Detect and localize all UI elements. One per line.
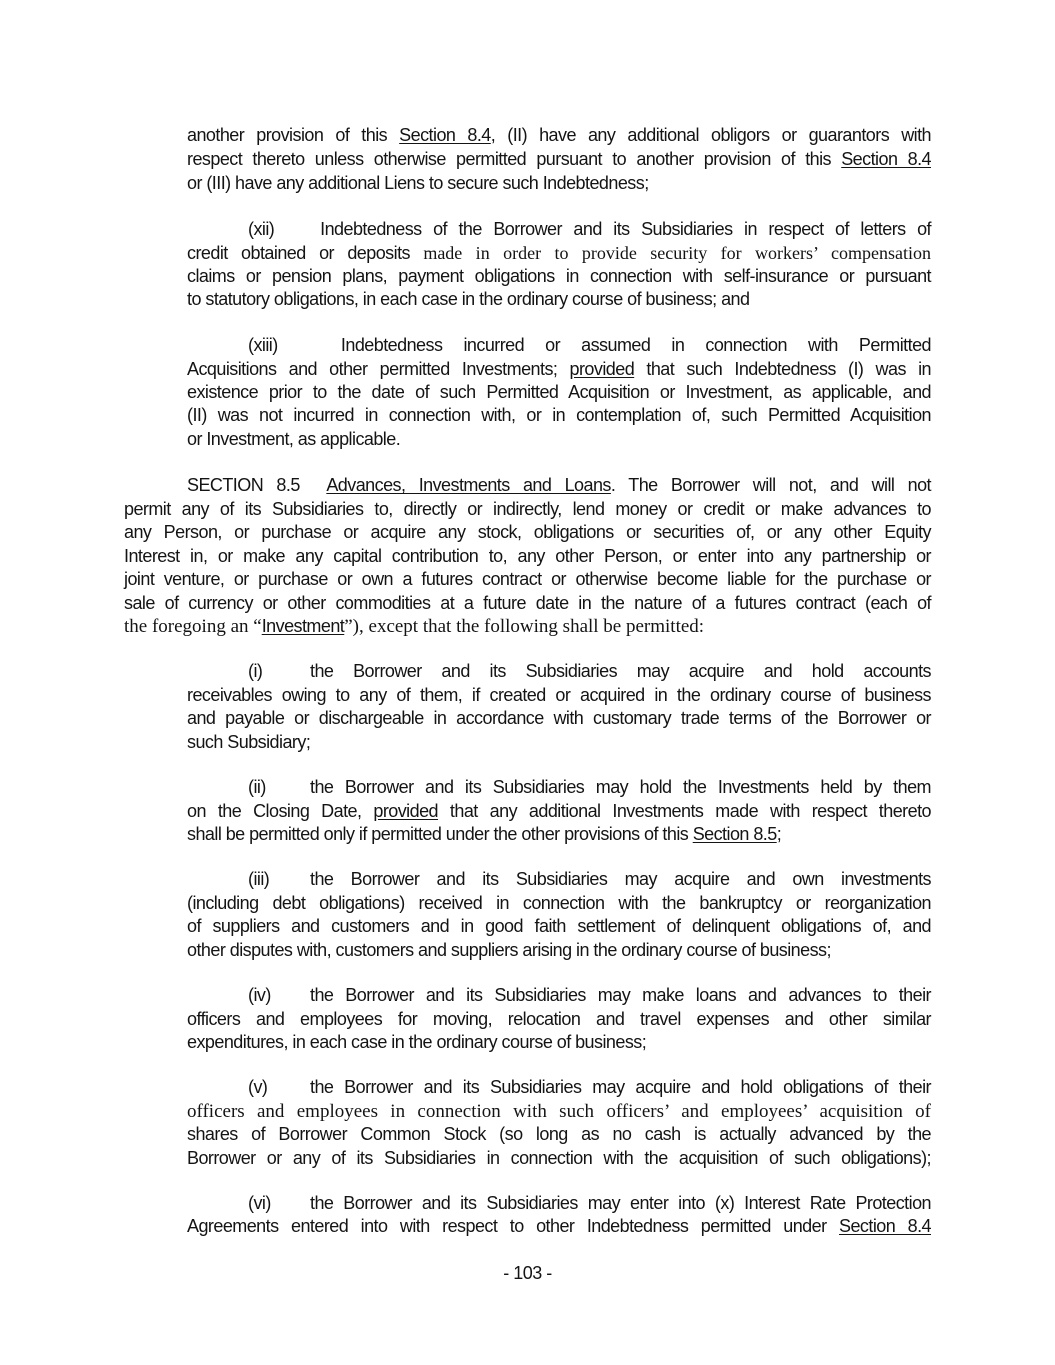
text-line: shares of Borrower Common Stock (so long as no cash is actually advanced by the (187, 1124, 931, 1144)
text-line: or Investment, as applicable. (187, 429, 401, 449)
section-heading-line: SECTION 8.5 Advances, Investments and Loans. The Borrower will not, and will not (187, 475, 932, 495)
section-title: Advances, Investments and Loans (326, 475, 611, 495)
text-line: receivables owing to any of them, if created or acquired in the ordinary course of business (187, 685, 931, 705)
text-line: permit any of its Subsidiaries to, directly or indirectly, lend money or credit or make advances to (124, 499, 931, 519)
text-line: of suppliers and customers and in good faith settlement of delinquent obligations of, and (187, 916, 931, 936)
text-line: shall be permitted only if permitted under the other provisions of this Section 8.5; (187, 824, 782, 844)
text-line: Agreements entered into with respect to other Indebtedness permitted under Section 8.4 (187, 1216, 931, 1236)
text-line: (iii) the Borrower and its Subsidiaries may acquire and own investments (248, 869, 931, 889)
defined-term-provided: provided (373, 801, 439, 821)
section-reference-link[interactable]: Section 8.4 (841, 149, 931, 169)
text-line: (v) the Borrower and its Subsidiaries may acquire and hold obligations of their (248, 1077, 931, 1097)
text-line: and payable or dischargeable in accordance with customary trade terms of the Borrower or (187, 708, 931, 728)
clause-label: (xiii) (248, 335, 278, 355)
section-reference-link[interactable]: Section 8.4 (399, 125, 491, 145)
text-line: joint venture, or purchase or own a futures contract or otherwise become liable for the purchase or (124, 569, 931, 589)
text-line: Acquisitions and other permitted Investments; provided that such Indebtedness (I) was in (187, 359, 931, 379)
text-line: (II) was not incurred in connection with, or in contemplation of, such Permitted Acquisition (187, 405, 931, 425)
text-line: (vi) the Borrower and its Subsidiaries may enter into (x) Interest Rate Protection (248, 1193, 931, 1213)
clause-label: (v) (248, 1077, 268, 1097)
text-line: (iv) the Borrower and its Subsidiaries may make loans and advances to their (248, 985, 931, 1005)
text-line: (ii) the Borrower and its Subsidiaries may hold the Investments held by them (248, 777, 931, 797)
defined-term-provided: provided (569, 359, 635, 379)
text-line: claims or pension plans, payment obligations in connection with self-insurance or pursuant (187, 266, 931, 286)
text-line: any Person, or purchase or acquire any stock, obligations or securities of, or any other Equity (124, 522, 931, 542)
text-line: officers and employees for moving, relocation and travel expenses and other similar (187, 1009, 931, 1029)
page-number: - 103 - (503, 1263, 552, 1283)
text-line: officers and employees in connection with such officers’ and employees’ acquisition of (187, 1101, 931, 1122)
clause-label: (xii) (248, 219, 275, 239)
text-line: sale of currency or other commodities at a future date in the nature of a futures contract (each of (124, 593, 931, 613)
section-reference-link[interactable]: Section 8.4 (839, 1216, 931, 1236)
text-line: another provision of this Section 8.4, (II) have any additional obligors or guarantors with (187, 125, 932, 145)
text-line: on the Closing Date, provided that any additional Investments made with respect thereto (187, 801, 931, 821)
text-line: respect thereto unless otherwise permitted pursuant to another provision of this Section 8.4 (187, 149, 931, 169)
text-line: existence prior to the date of such Permitted Acquisition or Investment, as applicable, and (187, 382, 931, 402)
text-line: credit obtained or deposits made in order to provide security for workers’ compensation (187, 243, 931, 263)
clause-label: (iii) (248, 869, 270, 889)
text-line: expenditures, in each case in the ordinary course of business; (187, 1032, 647, 1052)
text-line: Borrower or any of its Subsidiaries in connection with the acquisition of such obligations); (187, 1148, 931, 1168)
text-line: (including debt obligations) received in connection with the bankruptcy or reorganization (187, 893, 931, 913)
defined-term-investment: Investment (261, 616, 345, 636)
text-line: such Subsidiary; (187, 732, 311, 752)
text-line: (xiii) Indebtedness incurred or assumed in connection with Permitted (248, 335, 931, 355)
text-line: the foregoing an “Investment”), except that the following shall be permitted: (124, 616, 705, 637)
text-line: (xii) Indebtedness of the Borrower and its Subsidiaries in respect of letters of (248, 219, 931, 239)
text-line: or (III) have any additional Liens to secure such Indebtedness; (187, 173, 649, 193)
text-line: other disputes with, customers and suppliers arising in the ordinary course of business; (187, 940, 831, 960)
section-number: SECTION 8.5 (187, 475, 300, 495)
text-line: (i) the Borrower and its Subsidiaries may acquire and hold accounts (248, 661, 931, 681)
text-line: Interest in, or make any capital contribution to, any other Person, or enter into any partnership or (124, 546, 931, 566)
section-reference-link[interactable]: Section 8.5 (692, 824, 777, 844)
clause-label: (ii) (248, 777, 266, 797)
clause-label: (iv) (248, 985, 271, 1005)
clause-label: (vi) (248, 1193, 271, 1213)
clause-label: (i) (248, 661, 263, 681)
text-line: to statutory obligations, in each case in the ordinary course of business; and (187, 289, 750, 309)
